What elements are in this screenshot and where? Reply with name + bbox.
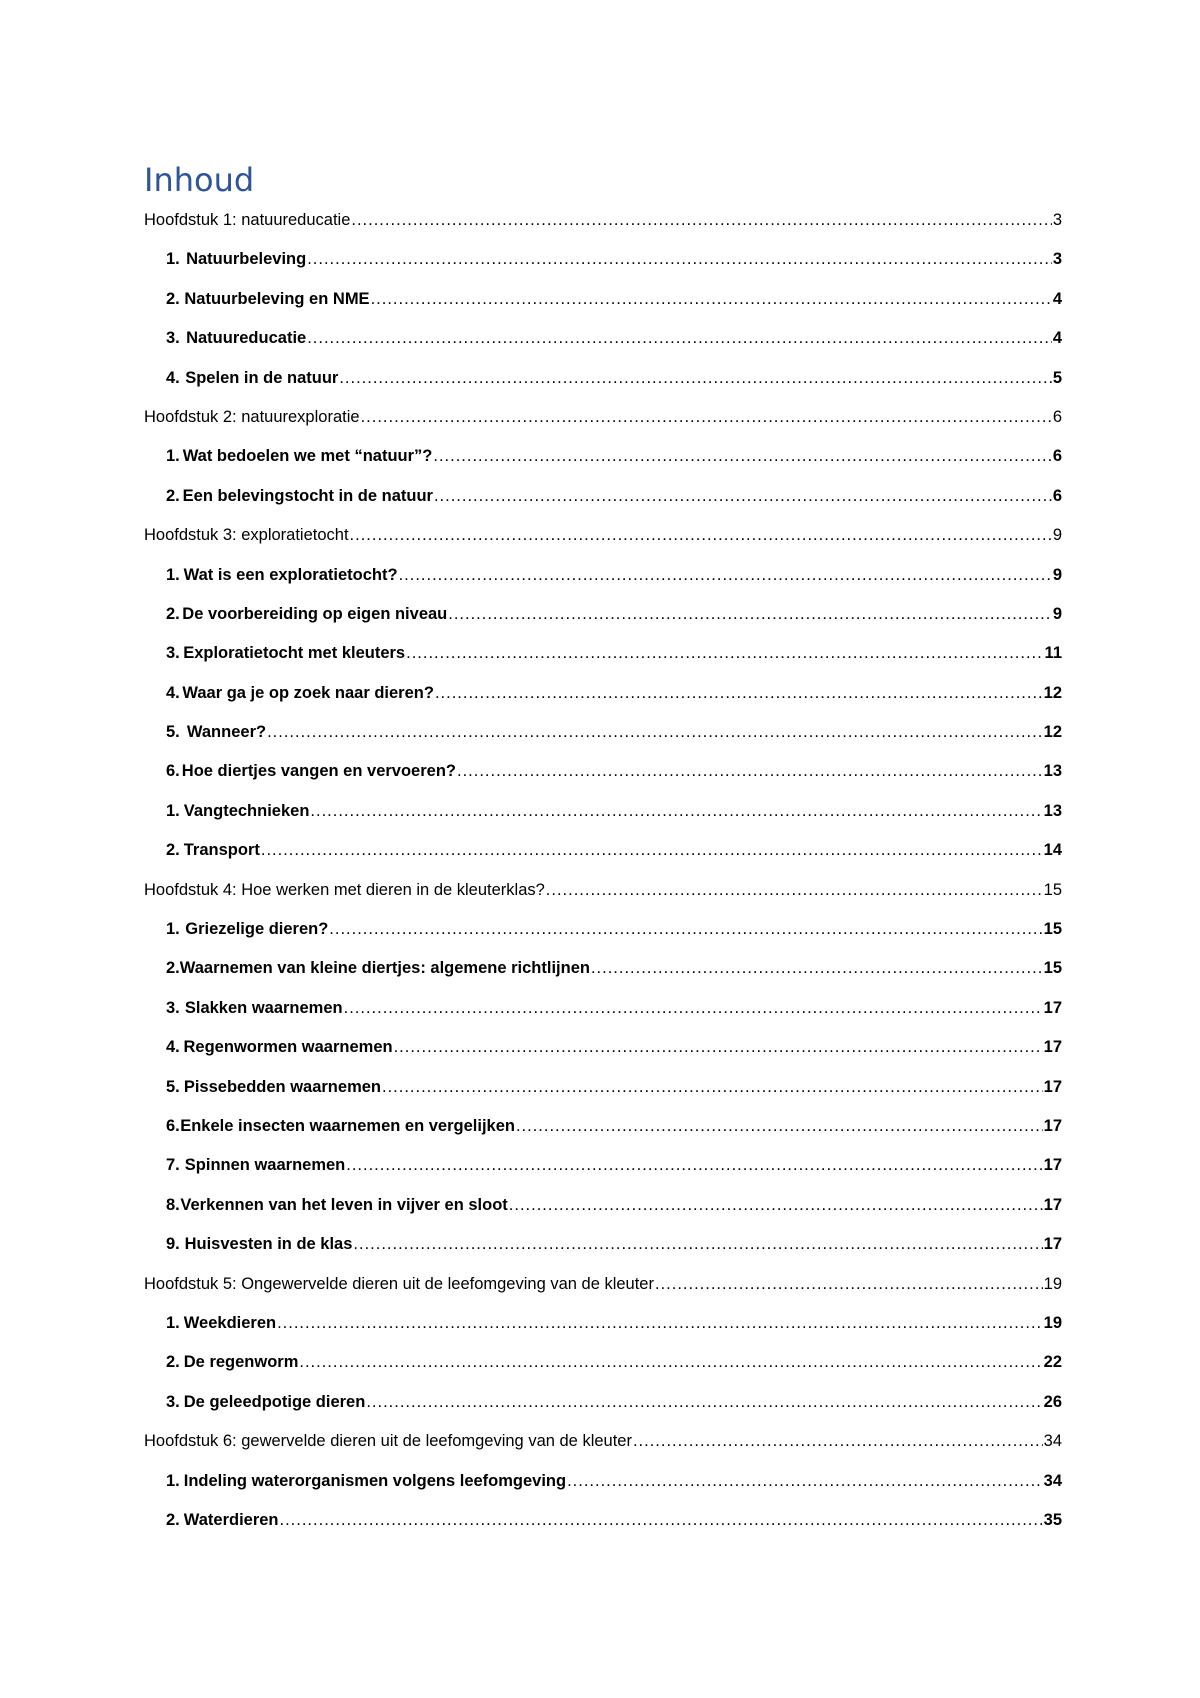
toc-entry[interactable] [144, 364, 1062, 403]
dot-leader [435, 679, 1043, 707]
dot-leader [366, 1388, 1042, 1416]
toc-entry-page-number: 17 [1043, 998, 1062, 1017]
toc-entry-number: 2. [166, 486, 180, 505]
toc-entry[interactable] [144, 1427, 1062, 1466]
toc-entry-number: 4. [166, 1038, 180, 1057]
toc-entry-number: 1. [166, 1313, 180, 1332]
toc-entry[interactable] [144, 1348, 1062, 1387]
toc-entry-page-number: 15 [1043, 920, 1062, 939]
toc-entry-page-number: 13 [1043, 801, 1062, 820]
toc-entry[interactable] [144, 1230, 1062, 1269]
toc-entry-label: De regenworm [183, 1353, 299, 1372]
toc-entry-label: Waar ga je op zoek naar dieren? [182, 683, 434, 702]
toc-entry[interactable] [144, 561, 1062, 600]
toc-entry-page-number: 5 [1052, 368, 1062, 387]
toc-entry-label: Pissebedden waarnemen [183, 1077, 381, 1096]
toc-entry-page-number: 12 [1043, 723, 1062, 742]
toc-entry[interactable] [144, 206, 1062, 245]
toc-entry-number: 6. [166, 1116, 180, 1135]
toc-entry-page-number: 22 [1043, 1353, 1062, 1372]
toc-entry-label: De geleedpotige dieren [183, 1392, 366, 1411]
toc-entry-label: Hoofdstuk 6: gewervelde dieren uit de leefomgeving van de kleuter [144, 1432, 632, 1451]
toc-entry[interactable] [144, 915, 1062, 954]
toc-entry[interactable] [144, 1506, 1062, 1545]
toc-entry-label: Wanneer? [186, 723, 267, 742]
toc-entry-page-number: 17 [1043, 1156, 1062, 1175]
toc-entry-label: Een belevingstocht in de natuur [182, 486, 433, 505]
toc-entry[interactable] [144, 285, 1062, 324]
toc-entry[interactable] [144, 1309, 1062, 1348]
toc-entry-page-number: 9 [1052, 604, 1062, 623]
toc-entry-number: 1. [166, 565, 180, 584]
toc-entry-label: Slakken waarnemen [184, 998, 343, 1017]
toc-entry-label: Verkennen van het leven in vijver en sloot [180, 1195, 508, 1214]
dot-leader [382, 1073, 1043, 1101]
toc-entry[interactable] [144, 1191, 1062, 1230]
dot-leader [344, 994, 1043, 1022]
dot-leader [509, 1191, 1043, 1219]
toc-entry-page-number: 15 [1043, 880, 1062, 899]
toc-entry-label: Regenwormen waarnemen [183, 1038, 393, 1057]
dot-leader [567, 1467, 1043, 1495]
toc-entry[interactable] [144, 1270, 1062, 1309]
toc-entry-label: Wat bedoelen we met “natuur”? [182, 447, 433, 466]
toc-entry-number: 1. [166, 1471, 180, 1490]
toc-entry-page-number: 17 [1043, 1077, 1062, 1096]
dot-leader [633, 1427, 1043, 1455]
toc-entry-number: 1. [166, 447, 180, 466]
toc-entry-label: Weekdieren [183, 1313, 277, 1332]
toc-entry-number: 2. [166, 289, 180, 308]
toc-entry-label: Griezelige dieren? [185, 920, 329, 939]
dot-leader [434, 482, 1052, 510]
toc-entry-number: 8. [166, 1195, 180, 1214]
toc-entry-label: Hoofdstuk 1: natuureducatie [144, 211, 351, 229]
toc-entry[interactable] [144, 1388, 1062, 1427]
dot-leader [448, 600, 1052, 628]
toc-entry-number: 2. [166, 959, 180, 978]
dot-leader [280, 1506, 1043, 1534]
toc-entry[interactable] [144, 482, 1062, 521]
dot-leader [310, 797, 1042, 825]
toc-entry[interactable] [144, 245, 1062, 284]
toc-entry-page-number: 13 [1043, 762, 1062, 781]
dot-leader [329, 915, 1042, 943]
dot-leader [371, 285, 1052, 313]
dot-leader [307, 245, 1052, 273]
toc-entry-page-number: 12 [1043, 683, 1062, 702]
dot-leader [261, 836, 1043, 864]
toc-entry-number: 1. [166, 801, 180, 820]
toc-entry[interactable] [144, 324, 1062, 363]
dot-leader [350, 521, 1052, 549]
toc-entry-page-number: 3 [1052, 250, 1062, 269]
toc-entry-label: Enkele insecten waarnemen en vergelijken [180, 1116, 515, 1135]
toc-entry-page-number: 6 [1052, 407, 1062, 426]
toc-entry[interactable] [144, 1073, 1062, 1112]
toc-entry-label: Spelen in de natuur [185, 368, 339, 387]
dot-leader [399, 561, 1052, 589]
dot-leader [406, 639, 1043, 667]
toc-entry-number: 2. [166, 1510, 180, 1529]
toc-entry-label: Hoofdstuk 2: natuurexploratie [144, 407, 360, 426]
toc-entry[interactable] [144, 1467, 1062, 1506]
toc-entry-label: Hoofdstuk 3: exploratietocht [144, 526, 349, 545]
toc-entry-page-number: 17 [1043, 1235, 1062, 1254]
dot-leader [307, 324, 1052, 352]
toc-entry-label: Exploratietocht met kleuters [183, 644, 406, 663]
toc-entry-number: 2. [166, 841, 180, 860]
toc-entry-number: 3. [166, 329, 180, 348]
toc-entry-number: 3. [166, 644, 180, 663]
toc-entry-number: 1. [166, 920, 180, 939]
toc-entry[interactable] [144, 836, 1062, 875]
toc-entry-page-number: 35 [1043, 1510, 1062, 1529]
toc-entry-page-number: 6 [1052, 486, 1062, 505]
toc-entry-label: Hoe diertjes vangen en vervoeren? [181, 762, 456, 781]
dot-leader [339, 364, 1051, 392]
toc-entry-number: 5. [166, 723, 180, 742]
toc-entry[interactable] [144, 994, 1062, 1033]
toc-entry-label: Natuurbeleving en NME [184, 289, 370, 308]
toc-entry-number: 4. [166, 368, 180, 387]
toc-entry-page-number: 11 [1044, 644, 1062, 663]
dot-leader [351, 206, 1051, 234]
toc-list [144, 206, 1062, 1545]
toc-entry-page-number: 17 [1043, 1038, 1062, 1057]
toc-entry-page-number: 19 [1043, 1274, 1062, 1293]
toc-entry-number: 1. [166, 250, 180, 269]
toc-entry[interactable] [144, 954, 1062, 993]
toc-entry-page-number: 4 [1052, 329, 1062, 348]
dot-leader [516, 1112, 1043, 1140]
toc-entry[interactable] [144, 403, 1062, 442]
toc-entry-page-number: 17 [1043, 1195, 1062, 1214]
dot-leader [346, 1151, 1042, 1179]
toc-entry-label: Waterdieren [183, 1510, 279, 1529]
toc-entry-number: 6. [166, 762, 180, 781]
toc-entry[interactable] [144, 679, 1062, 718]
dot-leader [457, 757, 1043, 785]
toc-entry[interactable] [144, 600, 1062, 639]
toc-entry-label: Hoofdstuk 4: Hoe werken met dieren in de kleuterklas? [144, 880, 545, 899]
toc-entry-page-number: 6 [1052, 447, 1062, 466]
toc-entry[interactable] [144, 718, 1062, 757]
toc-entry-number: 3. [166, 998, 180, 1017]
toc-entry[interactable] [144, 1151, 1062, 1190]
toc-entry[interactable] [144, 797, 1062, 836]
toc-entry-label: Indeling waterorganismen volgens leefomgeving [183, 1471, 567, 1490]
toc-entry-page-number: 9 [1052, 526, 1062, 545]
toc-entry-label: Natuurbeleving [186, 250, 307, 269]
toc-entry-number: 4. [166, 683, 180, 702]
dot-leader [433, 442, 1051, 470]
toc-entry-page-number: 19 [1043, 1313, 1062, 1332]
toc-entry-number: 5. [166, 1077, 180, 1096]
toc-entry-page-number: 4 [1052, 289, 1062, 308]
toc-entry[interactable] [144, 639, 1062, 678]
dot-leader [277, 1309, 1043, 1337]
dot-leader [267, 718, 1043, 746]
toc-entry-number: 2. [166, 604, 180, 623]
dot-leader [394, 1033, 1043, 1061]
toc-entry-page-number: 3 [1052, 211, 1062, 229]
toc-entry-number: 2. [166, 1353, 180, 1372]
toc-entry-label: Waarnemen van kleine diertjes: algemene richtlijnen [179, 959, 590, 978]
dot-leader [655, 1270, 1043, 1298]
toc-entry-number: 9. [166, 1235, 180, 1254]
toc-entry-label: Hoofdstuk 5: Ongewervelde dieren uit de leefomgeving van de kleuter [144, 1274, 654, 1293]
toc-entry-label: Vangtechnieken [183, 801, 310, 820]
toc-entry-page-number: 15 [1043, 959, 1062, 978]
toc-entry[interactable] [144, 757, 1062, 796]
toc-entry-label: Spinnen waarnemen [184, 1156, 346, 1175]
toc-entry-label: Wat is een exploratietocht? [183, 565, 398, 584]
toc-entry[interactable] [144, 1033, 1062, 1072]
toc-entry-number: 3. [166, 1392, 180, 1411]
toc-entry[interactable] [144, 1112, 1062, 1151]
toc-title: Inhoud [144, 161, 255, 199]
toc-entry-label: Huisvesten in de klas [184, 1235, 353, 1254]
toc-entry-number: 7. [166, 1156, 180, 1175]
toc-entry-page-number: 34 [1043, 1432, 1062, 1451]
toc-entry[interactable] [144, 521, 1062, 560]
dot-leader [361, 403, 1052, 431]
toc-entry-label: Natuureducatie [186, 329, 307, 348]
toc-entry-label: De voorbereiding op eigen niveau [182, 604, 448, 623]
dot-leader [591, 954, 1043, 982]
toc-entry-page-number: 26 [1043, 1392, 1062, 1411]
toc-entry-page-number: 14 [1043, 841, 1062, 860]
toc-entry[interactable] [144, 876, 1062, 915]
toc-entry-page-number: 17 [1043, 1116, 1062, 1135]
toc-entry-label: Transport [183, 841, 260, 860]
toc-entry-page-number: 9 [1052, 565, 1062, 584]
dot-leader [353, 1230, 1042, 1258]
dot-leader [546, 876, 1043, 904]
dot-leader [299, 1348, 1042, 1376]
toc-entry-page-number: 34 [1043, 1471, 1062, 1490]
toc-entry[interactable] [144, 442, 1062, 481]
